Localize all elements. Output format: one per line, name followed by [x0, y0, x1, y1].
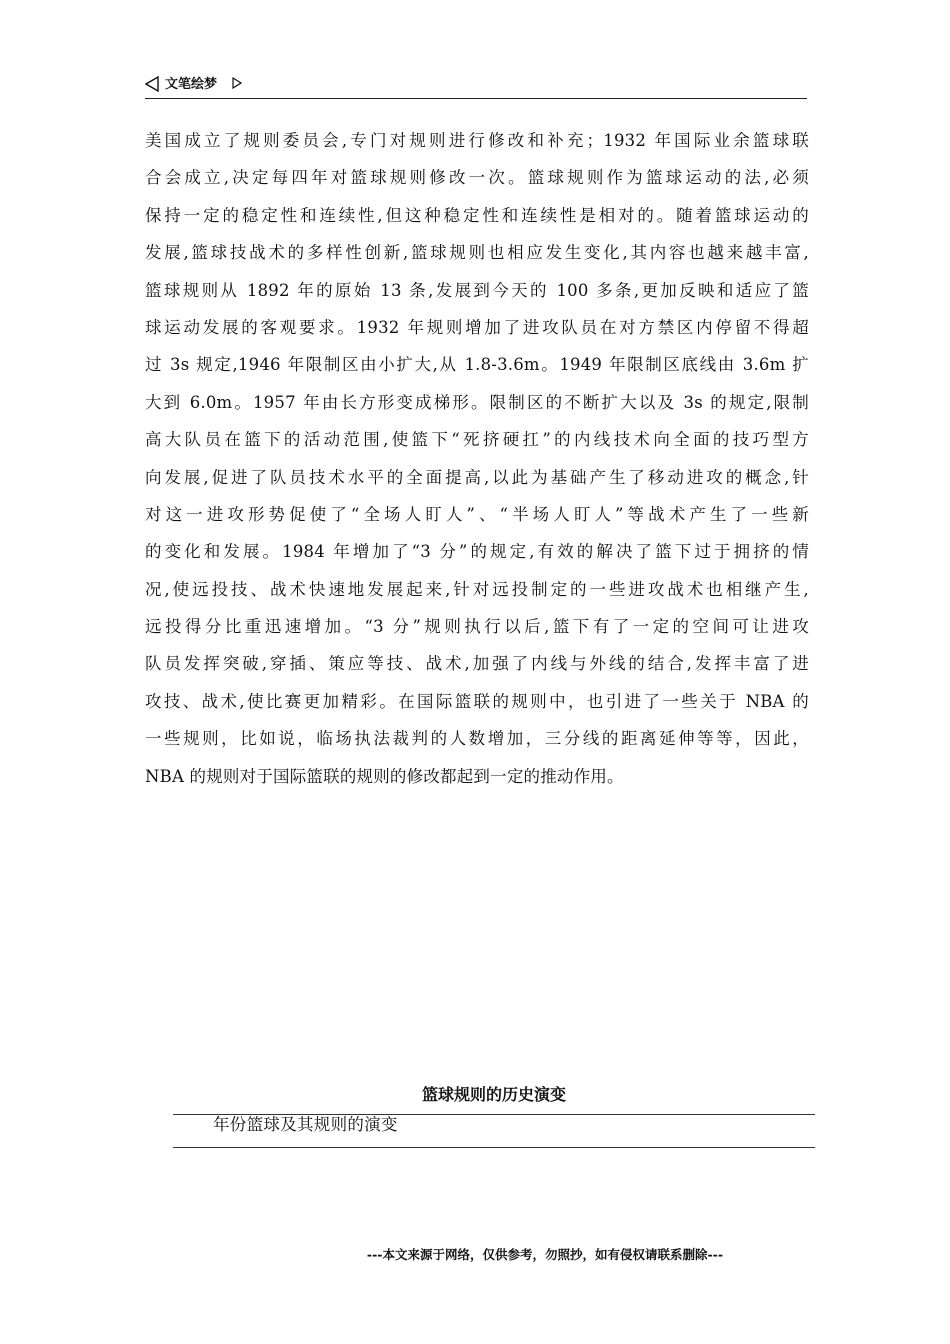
table-title: 篮球规则的历史演变 — [421, 1085, 566, 1104]
body-line: 发展,篮球技战术的多样性创新,篮球规则也相应发生变化,其内容也越来越丰富, — [145, 243, 809, 263]
body-line: NBA 的规则对于国际篮联的规则的修改都起到一定的推动作用。 — [145, 766, 624, 786]
triangle-left-outline-icon — [145, 76, 159, 92]
body-line: 保持一定的稳定性和连续性,但这种稳定性和连续性是相对的。随着篮球运动的 — [145, 205, 809, 225]
page-footer — [0, 1246, 820, 1264]
page-header — [145, 74, 807, 99]
body-line: 一些规则，比如说，临场执法裁判的人数增加，三分线的距离延伸等等，因此， — [145, 729, 809, 749]
body-line: 大到 6.0m。1957 年由长方形变成梯形。限制区的不断扩大以及 3s 的规定,限制 — [145, 392, 809, 412]
triangle-right-outline-icon — [232, 77, 242, 89]
body-line: 球运动发展的客观要求。1932 年规则增加了进攻队员在对方禁区内停留不得超 — [145, 317, 809, 337]
table-bottom-rule — [173, 1147, 815, 1148]
body-line: 队员发挥突破,穿插、策应等技、战术,加强了内线与外线的结合,发挥丰富了进 — [145, 654, 809, 674]
body-line: 过 3s 规定,1946 年限制区由小扩大,从 1.8-3.6m。1949 年限制区底线由 3.6m 扩 — [145, 355, 809, 375]
body-line: 美国成立了规则委员会,专门对规则进行修改和补充；1932 年国际业余篮球联 — [145, 131, 809, 150]
body-line: 篮球规则从 1892 年的原始 13 条,发展到今天的 100 多条,更加反映和适应了篮 — [145, 280, 809, 300]
header-title: 文笔绘梦 — [165, 77, 218, 92]
body-line: 远投得分比重迅速增加。“3 分”规则执行以后,篮下有了一定的空间可让进攻 — [145, 617, 809, 637]
body-line: 向发展,促进了队员技术水平的全面提高,以此为基础产生了移动进攻的概念,针 — [145, 467, 809, 487]
footer-disclaimer: ---本文来源于网络，仅供参考，勿照抄，如有侵权请联系删除--- — [366, 1247, 724, 1262]
body-line: 况,使远投技、战术快速地发展起来,针对远投制定的一些进攻战术也相继产生, — [145, 579, 809, 599]
body-line: 合会成立,决定每四年对篮球规则修改一次。篮球规则作为篮球运动的法,必须 — [145, 168, 809, 188]
body-line: 攻技、战术,使比赛更加精彩。在国际篮联的规则中，也引进了一些关于 NBA 的 — [145, 691, 809, 711]
table-header-cell: 年份篮球及其规则的演变 — [213, 1115, 398, 1134]
body-line: 的变化和发展。1984 年增加了“3 分”的规定,有效的解决了篮下过于拥挤的情 — [145, 542, 809, 562]
body-line: 对这一进攻形势促使了“全场人盯人”、“半场人盯人”等战术产生了一些新 — [145, 504, 809, 524]
body-line: 高大队员在篮下的活动范围,使篮下“死挤硬扛”的内线技术向全面的技巧型方 — [145, 430, 809, 450]
body-paragraph — [145, 122, 809, 795]
